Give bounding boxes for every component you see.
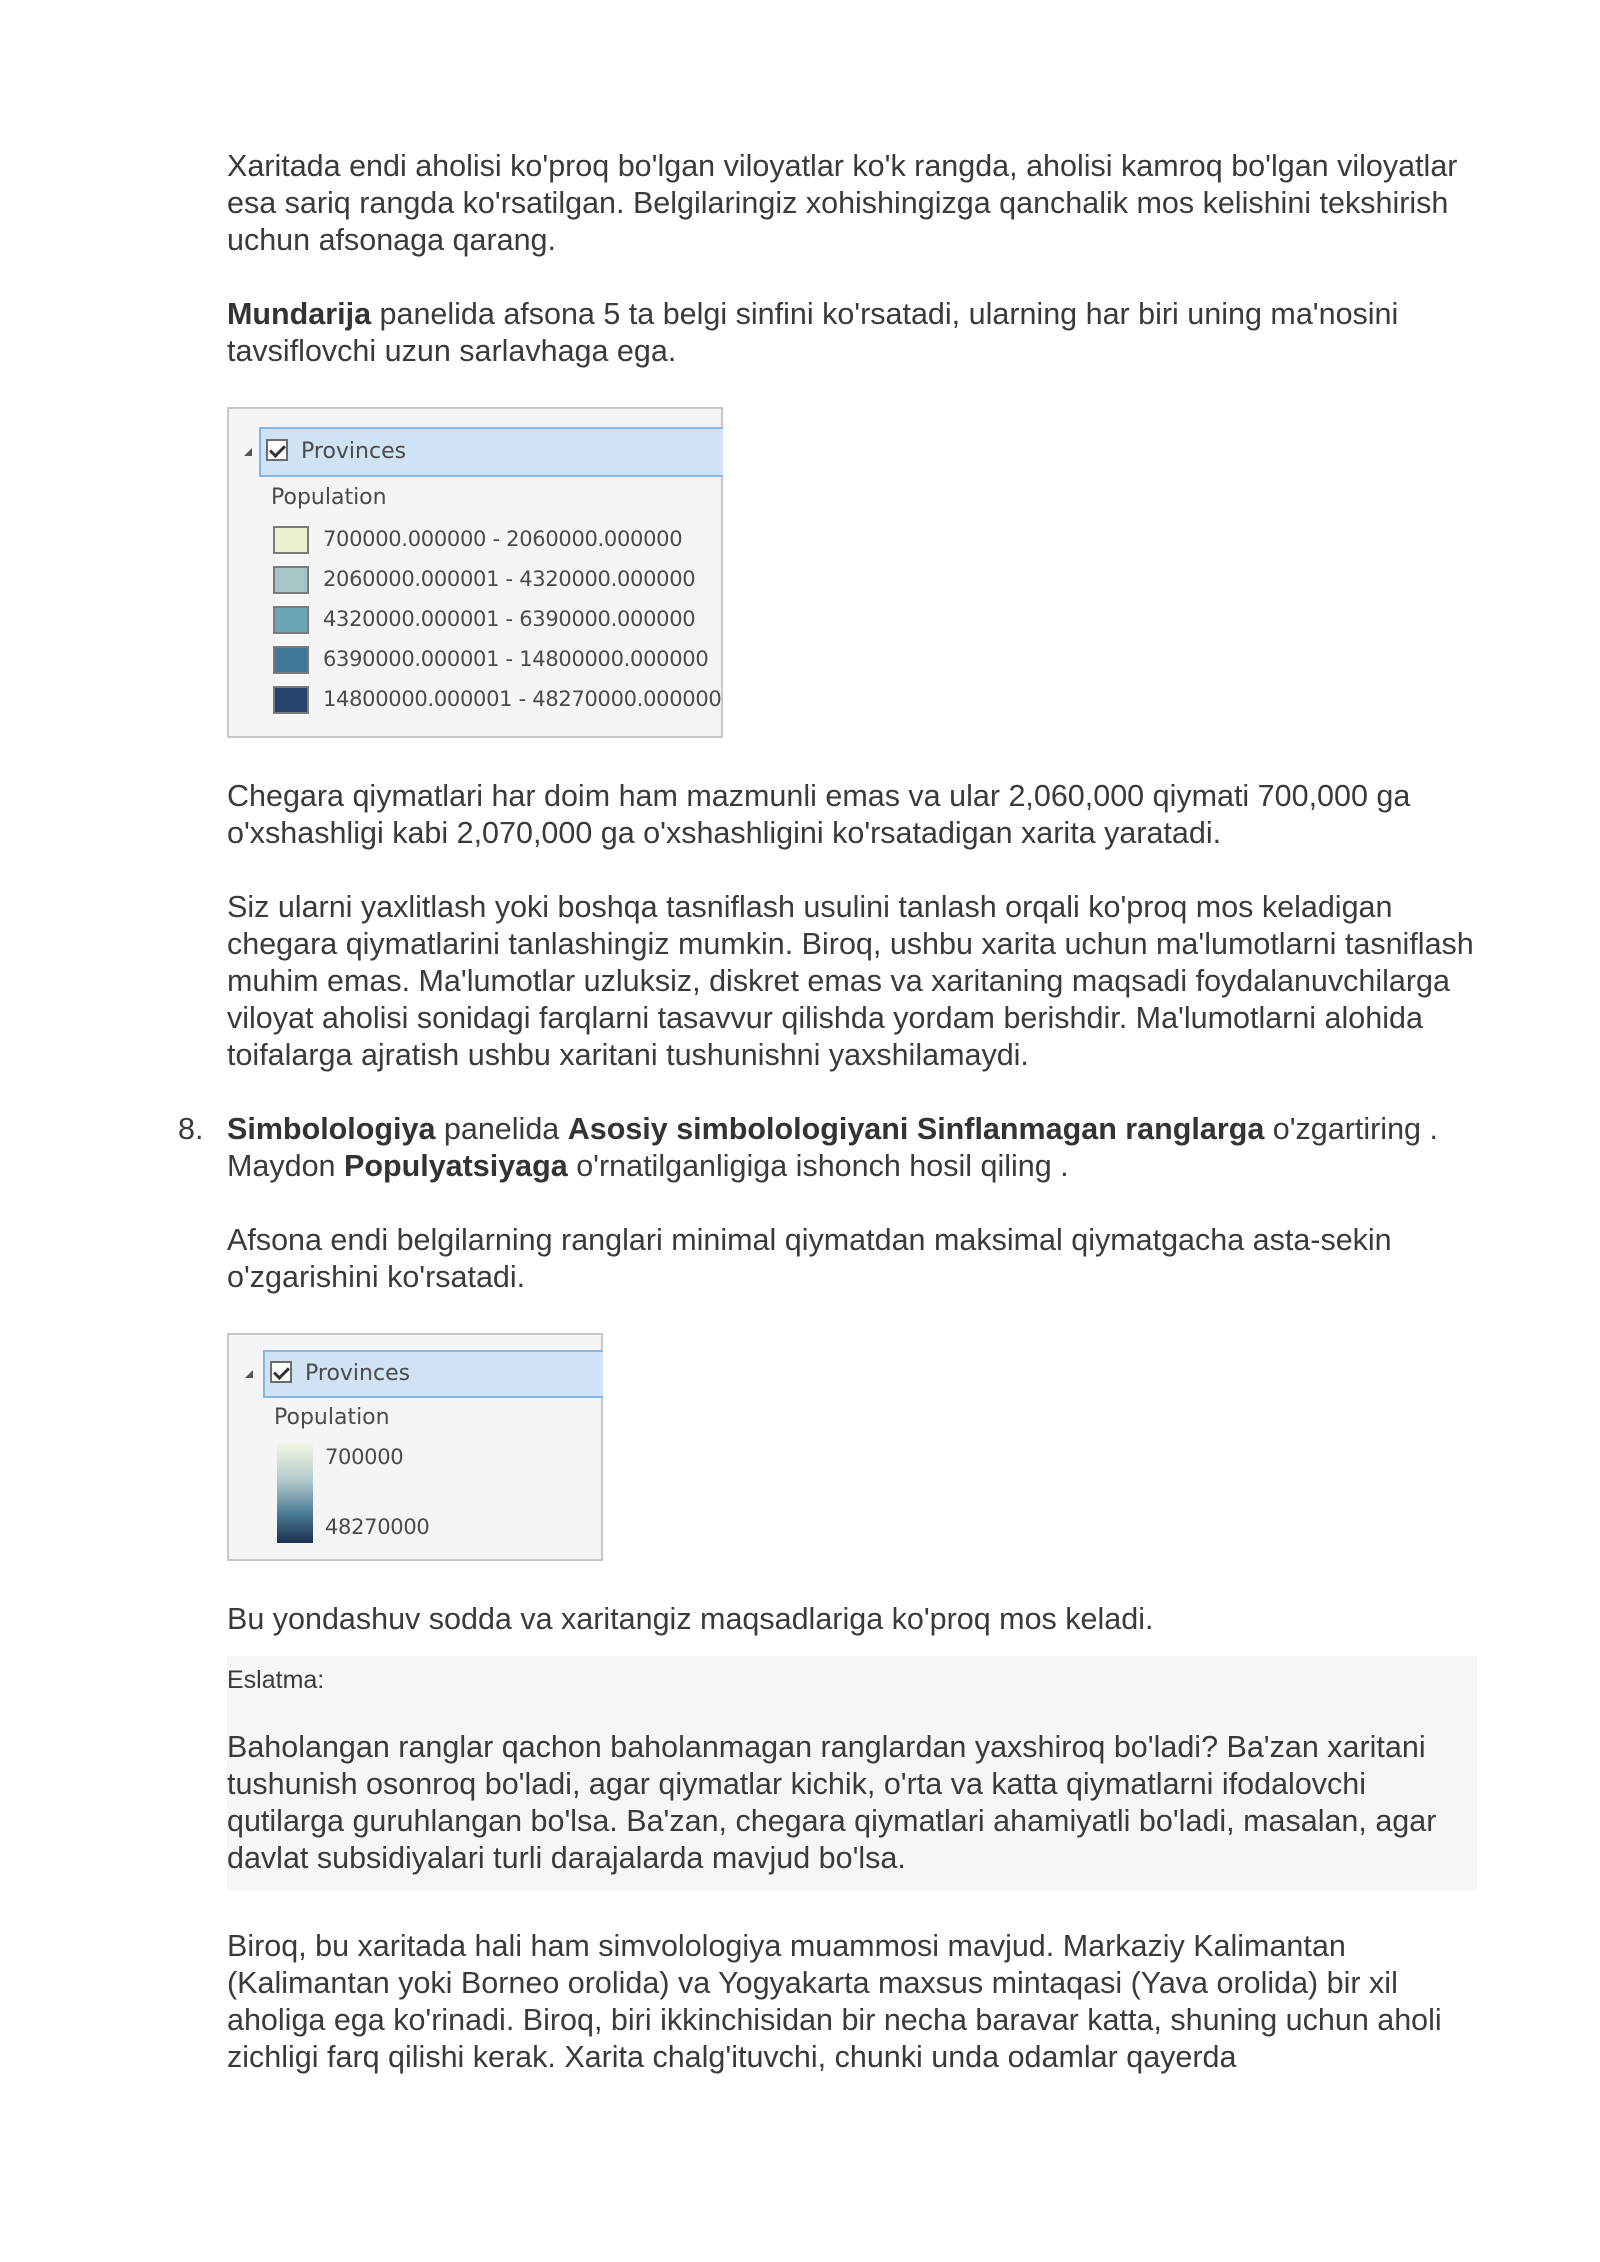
- document-page: [178, 148, 1487, 2076]
- contents-pane-name: Mundarija: [227, 297, 372, 331]
- legend-classified: [227, 407, 723, 738]
- paragraph-map-description: Xaritada endi aholisi ko'proq bo'lgan viloyatlar ko'k rangda, aholisi kamroq bo'lgan viloyatlar esa sariq rangda ko'rsatilgan. Belgilaringiz xohishingizga qanchalik mos kelishini tekshirish uchun afsonaga qarang.: [227, 149, 1458, 257]
- paragraph-classification: Siz ularni yaxlitlash yoki boshqa tasniflash usulini tanlash orqali ko'proq mos keladigan chegara qiymatlarini tanlashingiz mumkin. Biroq, ushbu xarita uchun ma'lumotlarni tasniflash muhim emas. Ma'lumotlar uzluksiz, diskret emas va xaritaning maqsadi foydalanuvchilarga viloyat aholisi sonidagi farqlarni tasavvur qilishda yordam berishdir. Ma'lumotlarni alohida toifalarga ajratish ushbu xaritani tushunishni yaxshilamaydi.: [227, 890, 1474, 1072]
- color-ramp: [277, 1443, 313, 1543]
- paragraph-symbology-problem: Biroq, bu xaritada hali ham simvolologiya muammosi mavjud. Markaziy Kalimantan (Kalimantan yoki Borneo orolida) va Yogyakarta maxsus mintaqasi (Yava orolida) bir xil aholiga ega ko'rinadi. Biroq, biri ikkinchisidan bir necha baravar katta, shuning uchun aholi zichligi farq qilishi kerak. Xarita chalg'ituvchi, chunki unda odamlar qayerda: [227, 1929, 1442, 2074]
- step-8: [178, 1111, 1487, 1185]
- legend-class-label-1: 700000.000000 - 2060000.000000: [323, 527, 683, 551]
- legend-unclassed: [227, 1333, 603, 1561]
- legend-swatch-class-4: [273, 646, 309, 674]
- layer-name-provinces: Provinces: [301, 439, 407, 464]
- paragraph-approach: Bu yondashuv sodda va xaritangiz maqsadlariga ko'proq mos keladi.: [227, 1602, 1154, 1636]
- primary-symbology-option: Asosiy simbolologiyani Sinflanmagan ranglarga: [567, 1112, 1265, 1146]
- ramp-min-label: 700000: [325, 1445, 404, 1469]
- layer-name-provinces: Provinces: [305, 1361, 411, 1386]
- paragraph-unclassed-legend: Afsona endi belgilarning ranglari minimal qiymatdan maksimal qiymatgacha asta-sekin o'zgarishini ko'rsatadi.: [227, 1223, 1392, 1294]
- expand-arrow-icon[interactable]: [245, 1370, 253, 1378]
- ramp-max-label: 48270000: [325, 1515, 430, 1539]
- step-8-text-part-3: o'rnatilganligiga ishonch hosil qiling .: [567, 1149, 1069, 1183]
- note-text: Baholangan ranglar qachon baholanmagan ranglardan yaxshiroq bo'ladi? Ba'zan xaritani tushunish osonroq bo'ladi, agar qiymatlar kichik, o'rta va katta qiymatlarni ifodalovchi qutilarga guruhlangan bo'lsa. Ba'zan, chegara qiymatlari ahamiyatli bo'ladi, masalan, agar davlat subsidiyalari turli darajalarda mavjud bo'lsa.: [227, 1730, 1437, 1875]
- layer-visibility-checkbox[interactable]: [270, 1361, 292, 1383]
- step-8-text-part-1: panelida: [435, 1112, 568, 1146]
- legend-class-label-5: 14800000.000001 - 48270000.000000: [323, 687, 722, 711]
- legend-swatch-class-5: [273, 686, 309, 714]
- step-number: 8.: [178, 1112, 204, 1146]
- legend-field-name: Population: [274, 1405, 390, 1430]
- legend-swatch-class-2: [273, 566, 309, 594]
- legend-class-label-2: 2060000.000001 - 4320000.000000: [323, 567, 696, 591]
- legend-class-label-4: 6390000.000001 - 14800000.000000: [323, 647, 709, 671]
- legend-field-name: Population: [271, 485, 387, 510]
- paragraph-contents-legend-text: panelida afsona 5 ta belgi sinfini ko'rsatadi, ularning har biri uning ma'nosini tavsiflovchi uzun sarlavhaga ega.: [227, 297, 1399, 368]
- layer-visibility-checkbox[interactable]: [266, 439, 288, 461]
- paragraph-break-values: Chegara qiymatlari har doim ham mazmunli emas va ular 2,060,000 qiymati 700,000 ga o'xshashligi kabi 2,070,000 ga o'xshashligini ko'rsatadigan xarita yaratadi.: [227, 779, 1411, 850]
- step-8-text: [227, 1111, 1487, 1185]
- legend-class-label-3: 4320000.000001 - 6390000.000000: [323, 607, 696, 631]
- note-label: Eslatma:: [227, 1666, 325, 1694]
- symbology-pane-name: Simbolologiya: [227, 1112, 436, 1146]
- legend-swatch-class-3: [273, 606, 309, 634]
- step-8-text-part-2: o'zgartiring . Maydon: [227, 1112, 1438, 1183]
- paragraph-contents-legend: [227, 296, 1487, 370]
- field-population: Populyatsiyaga: [343, 1149, 568, 1183]
- expand-arrow-icon[interactable]: [244, 448, 252, 456]
- note-box: [227, 1656, 1477, 1891]
- legend-swatch-class-1: [273, 526, 309, 554]
